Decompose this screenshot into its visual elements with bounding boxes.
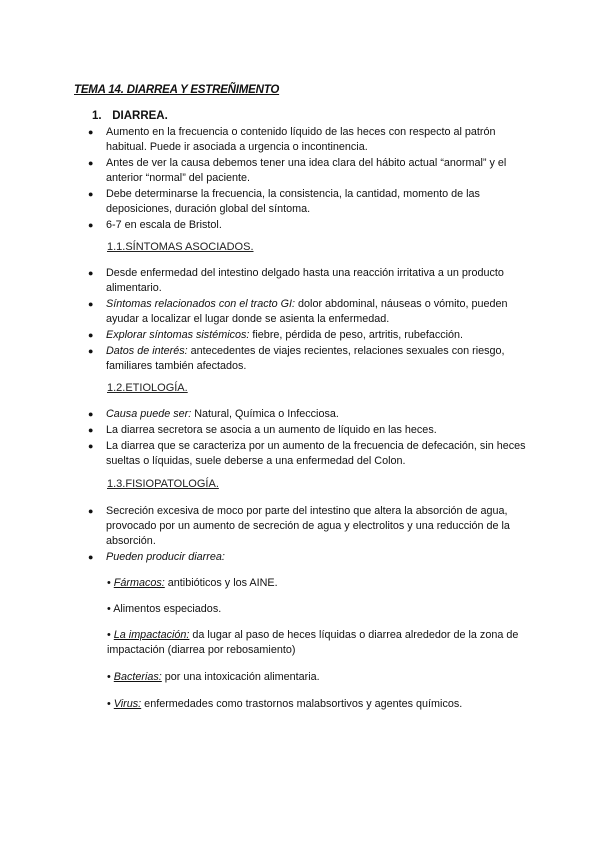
item-text: fiebre, pérdida de peso, artritis, rubefacción. — [249, 329, 464, 341]
list-item — [88, 297, 528, 327]
item-text: antecedentes de viajes recientes, relaciones sexuales con riesgo, familiares también afectados. — [106, 345, 505, 372]
list-item: ● Aumento en la frecuencia o contenido líquido de las heces con respecto al patrón habitual. Puede ir asociada a urgencia o incontinencia. — [88, 125, 528, 155]
item-label: Datos de interés: — [106, 345, 188, 357]
cause-label: Bacterias: — [113, 671, 162, 683]
subheading-sintomas: 1.1.SÍNTOMAS ASOCIADOS. — [107, 241, 254, 253]
cause-label: Virus: — [113, 698, 142, 710]
list-item: ● La diarrea que se caracteriza por un aumento de la frecuencia de defecación, sin heces sueltas o líquidas, suele deberse a una enfermedad del Colon. — [88, 439, 528, 469]
section-number: 1. — [92, 110, 102, 122]
list-item: ● Secreción excesiva de moco por parte del intestino que altera la absorción de agua, provocado por un aumento de secreción de agua y electrolitos y una reducción de la absorción. — [88, 504, 528, 549]
etiologia-bullet-list — [88, 407, 528, 470]
item-label: Explorar síntomas sistémicos: — [106, 329, 250, 341]
cause-text: da lugar al paso de heces líquidas o diarrea alrededor de la zona de impactación (diarrea por rebosamiento) — [107, 629, 519, 656]
diarrea-bullet-list — [88, 125, 528, 234]
list-item: ● Debe determinarse la frecuencia, la consistencia, la cantidad, momento de las deposiciones, duración global del síntoma. — [88, 187, 528, 217]
list-item: ● Desde enfermedad del intestino delgado hasta una reacción irritativa a un producto alimentario. — [88, 266, 528, 296]
list-item: ● Antes de ver la causa debemos tener una idea clara del hábito actual “anormal” y el anterior “normal” del paciente. — [88, 156, 528, 186]
item-label: Causa puede ser: — [106, 408, 192, 420]
cause-farmacos: • Fármacos: antibióticos y los AINE. — [107, 577, 278, 589]
list-item: ● Pueden producir diarrea: — [88, 550, 528, 565]
document-title: TEMA 14. DIARREA Y ESTREÑIMENTO — [74, 84, 280, 96]
sintomas-bullet-list — [88, 266, 528, 375]
list-item — [88, 344, 528, 374]
cause-text: antibióticos y los AINE. — [164, 577, 278, 589]
item-text: dolor abdominal, náuseas o vómito, pueden ayudar a localizar el lugar donde se asienta la enfermedad. — [106, 298, 508, 325]
subheading-etiologia: 1.2.ETIOLOGÍA. — [107, 382, 188, 394]
cause-bacterias: • Bacterias: por una intoxicación alimentaria. — [107, 671, 320, 683]
item-label: Síntomas relacionados con el tracto GI: — [106, 298, 296, 310]
cause-text: por una intoxicación alimentaria. — [161, 671, 320, 683]
list-item: ● 6-7 en escala de Bristol. — [88, 218, 528, 233]
section-heading-diarrea — [92, 110, 168, 122]
list-item: ● La diarrea secretora se asocia a un aumento de líquido en las heces. — [88, 423, 528, 438]
cause-alimentos: • Alimentos especiados. — [107, 603, 222, 615]
cause-impactacion: • La impactación: da lugar al paso de heces líquidas o diarrea alrededor de la zona de impactación (diarrea por rebosamiento) — [107, 629, 519, 656]
section-heading-text: DIARREA. — [112, 110, 168, 122]
fisiopatologia-bullet-list — [88, 504, 528, 566]
list-item — [88, 328, 528, 343]
subheading-fisiopatologia: 1.3.FISIOPATOLOGÍA. — [107, 478, 219, 490]
cause-virus: • Virus: enfermedades como trastornos malabsortivos y agentes químicos. — [107, 698, 463, 710]
cause-text: Alimentos especiados. — [113, 603, 222, 615]
list-item — [88, 407, 528, 422]
cause-label: La impactación: — [113, 629, 190, 641]
item-text: Natural, Química o Infecciosa. — [191, 408, 339, 420]
cause-label: Fármacos: — [113, 577, 165, 589]
cause-text: enfermedades como trastornos malabsortivos y agentes químicos. — [141, 698, 463, 710]
